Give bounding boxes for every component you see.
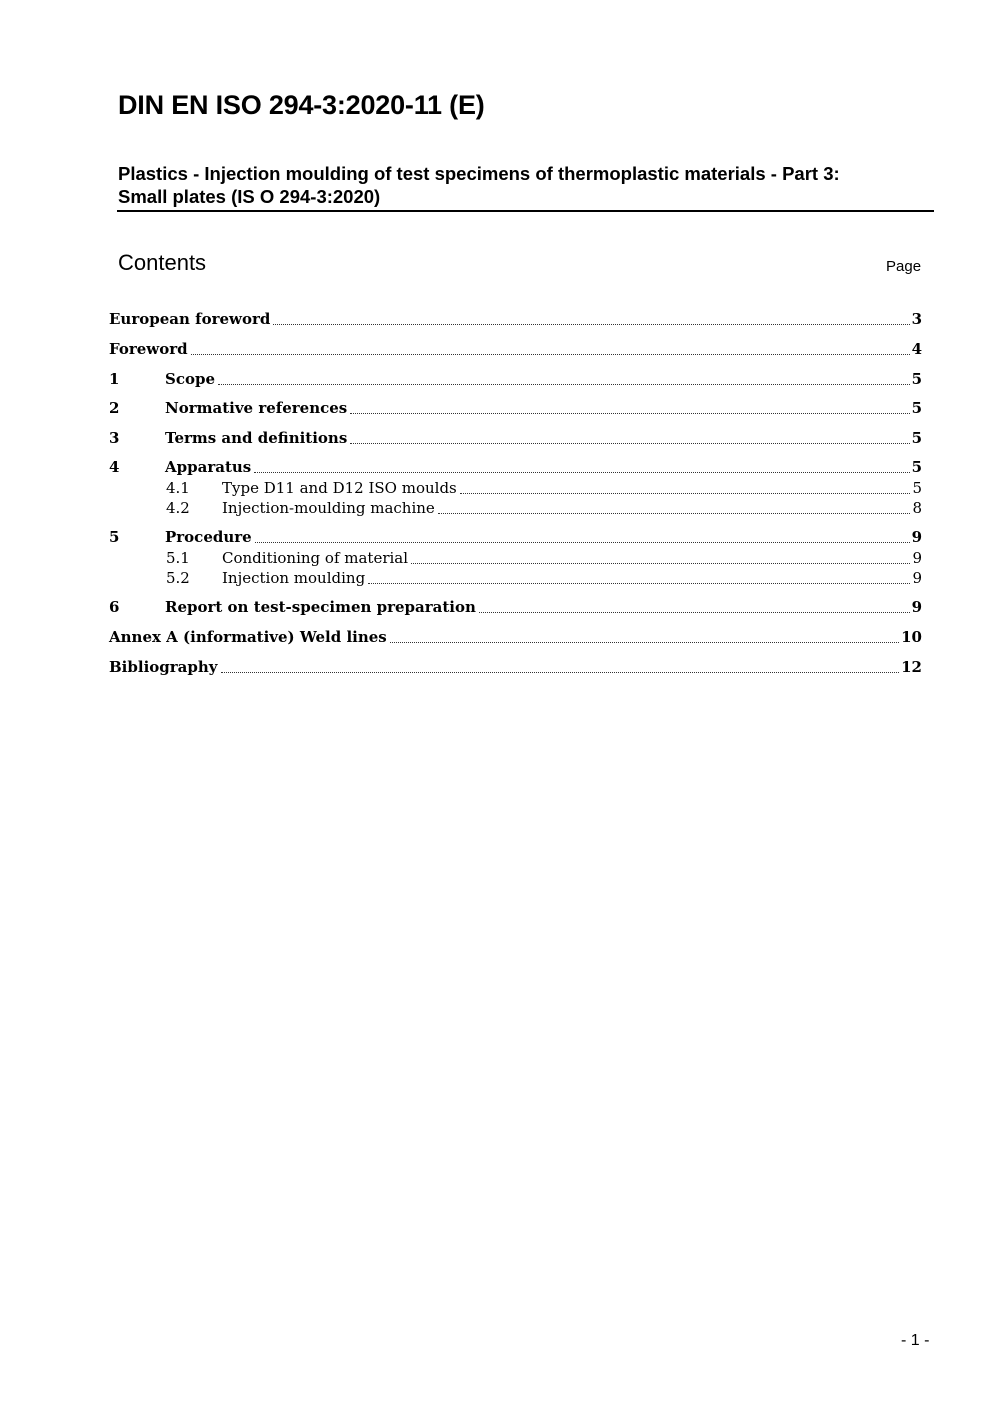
toc-entry-european-foreword[interactable]: [109, 309, 922, 329]
toc-entry-procedure[interactable]: [109, 527, 922, 547]
toc-entry-apparatus[interactable]: [109, 457, 922, 477]
toc-leader-dots: [255, 542, 910, 543]
page-number: - 1 -: [901, 1332, 930, 1349]
toc-leader-dots: [390, 642, 899, 643]
toc-entry-report-on-test-specimen-preparation[interactable]: [109, 597, 922, 617]
toc-entry-page: 10: [901, 628, 922, 646]
toc-entry-page: 9: [911, 598, 922, 616]
toc-entry-scope[interactable]: [109, 369, 922, 389]
toc-entry-page: 5: [911, 458, 922, 476]
table-of-contents: [0, 0, 992, 700]
toc-entry-number: 5: [109, 528, 120, 546]
toc-leader-dots: [350, 413, 909, 414]
toc-entry-page: 9: [912, 569, 922, 587]
toc-entry-page: 8: [912, 499, 922, 517]
toc-entry-number: 4.1: [166, 479, 190, 497]
toc-entry-page: 5: [911, 429, 922, 447]
toc-entry-page: 9: [911, 528, 922, 546]
toc-entry-label: Scope: [165, 370, 216, 388]
toc-entry-page: 5: [911, 399, 922, 417]
subtitle-line-2: Small plates (IS O 294-3:2020): [118, 186, 381, 207]
toc-entry-number: 4.2: [166, 499, 190, 517]
document-title: DIN EN ISO 294-3:2020-11 (E): [118, 90, 485, 120]
toc-entry-page: 4: [911, 340, 922, 358]
toc-leader-dots: [411, 563, 910, 564]
toc-entry-page: 5: [911, 370, 922, 388]
subtitle-line-1: Plastics - Injection moulding of test specimens of thermoplastic materials - Part 3:: [118, 163, 840, 184]
toc-entry-label: Procedure: [165, 528, 252, 546]
toc-entry-label: Bibliography: [109, 658, 218, 676]
toc-entry-label: Conditioning of material: [222, 549, 409, 567]
toc-leader-dots: [191, 354, 910, 355]
toc-leader-dots: [273, 324, 909, 325]
toc-entry-bibliography[interactable]: [109, 657, 922, 677]
toc-entry-label: Normative references: [165, 399, 348, 417]
toc-entry-annex-a-weld-lines[interactable]: [109, 627, 922, 647]
toc-leader-dots: [221, 672, 900, 673]
toc-leader-dots: [368, 583, 910, 584]
toc-entry-label: Terms and definitions: [165, 429, 348, 447]
toc-entry-page: 12: [901, 658, 922, 676]
toc-entry-label: European foreword: [109, 310, 271, 328]
toc-entry-injection-moulding[interactable]: [166, 568, 922, 588]
toc-leader-dots: [254, 472, 909, 473]
toc-entry-page: 3: [911, 310, 922, 328]
toc-entry-label: Type D11 and D12 ISO moulds: [222, 479, 457, 497]
toc-entry-label: Foreword: [109, 340, 188, 358]
toc-entry-number: 5.1: [166, 549, 190, 567]
toc-entry-number: 2: [109, 399, 120, 417]
toc-entry-type-d11-d12-moulds[interactable]: [166, 478, 922, 498]
toc-entry-injection-moulding-machine[interactable]: [166, 498, 922, 518]
toc-entry-number: 5.2: [166, 569, 190, 587]
toc-entry-normative-references[interactable]: [109, 398, 922, 418]
toc-entry-number: 3: [109, 429, 120, 447]
toc-entry-label: Report on test-specimen preparation: [165, 598, 476, 616]
page-column-heading: Page: [886, 258, 922, 275]
toc-entry-number: 6: [109, 598, 120, 616]
toc-entry-label: Injection moulding: [222, 569, 366, 587]
toc-leader-dots: [438, 513, 911, 514]
toc-entry-page: 5: [912, 479, 922, 497]
toc-leader-dots: [350, 443, 909, 444]
toc-entry-foreword[interactable]: [109, 339, 922, 359]
toc-entry-number: 4: [109, 458, 120, 476]
toc-leader-dots: [479, 612, 910, 613]
toc-leader-dots: [218, 384, 910, 385]
contents-heading: Contents: [118, 250, 207, 275]
toc-leader-dots: [460, 493, 911, 494]
toc-entry-label: Apparatus: [165, 458, 252, 476]
toc-entry-label: Injection-moulding machine: [222, 499, 435, 517]
toc-entry-conditioning-of-material[interactable]: [166, 548, 922, 568]
toc-entry-terms-and-definitions[interactable]: [109, 428, 922, 448]
toc-entry-number: 1: [109, 370, 120, 388]
toc-entry-page: 9: [912, 549, 922, 567]
toc-entry-label: Annex A (informative) Weld lines: [109, 628, 387, 646]
